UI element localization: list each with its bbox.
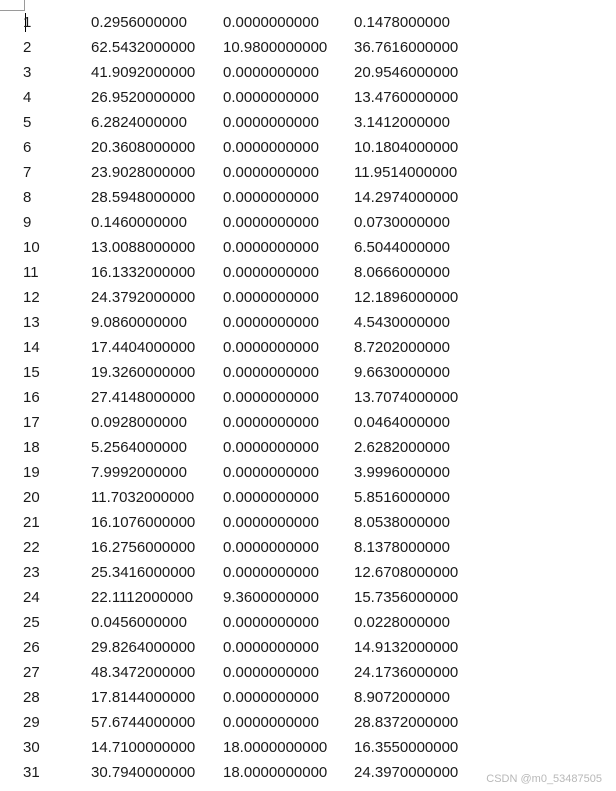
cell-value-c: 14.9132000000 <box>354 639 459 656</box>
cell-value-c: 6.5044000000 <box>354 239 450 256</box>
cell-value-a: 27.4148000000 <box>91 389 196 406</box>
cell-value-a: 25.3416000000 <box>91 564 196 581</box>
cell-value-a: 0.1460000000 <box>91 214 187 231</box>
cell-value-a: 16.1332000000 <box>91 264 196 281</box>
cell-value-b: 0.0000000000 <box>223 264 319 281</box>
table-row <box>23 535 474 560</box>
cell-value-b: 0.0000000000 <box>223 89 319 106</box>
cell-row-index: 5 <box>23 114 32 131</box>
cell-value-a: 28.5948000000 <box>91 189 196 206</box>
cell-row-index: 25 <box>23 614 40 631</box>
cell-row-index: 3 <box>23 64 32 81</box>
table-row <box>23 85 474 110</box>
cell-value-c: 0.0464000000 <box>354 414 450 431</box>
cell-value-c: 20.9546000000 <box>354 64 459 81</box>
cell-row-index: 26 <box>23 639 40 656</box>
cell-row-index: 27 <box>23 664 40 681</box>
table-row <box>23 385 474 410</box>
table-row <box>23 335 474 360</box>
cell-value-a: 16.1076000000 <box>91 514 196 531</box>
cell-value-a: 17.8144000000 <box>91 689 196 706</box>
cell-value-c: 4.5430000000 <box>354 314 450 331</box>
cell-row-index: 30 <box>23 739 40 756</box>
table-row <box>23 260 474 285</box>
cell-value-a: 13.0088000000 <box>91 239 196 256</box>
watermark: CSDN @m0_53487505 <box>486 773 602 785</box>
cell-row-index: 16 <box>23 389 40 406</box>
cell-value-b: 0.0000000000 <box>223 489 319 506</box>
cell-value-a: 41.9092000000 <box>91 64 196 81</box>
cell-value-c: 0.0730000000 <box>354 214 450 231</box>
cell-value-c: 8.0666000000 <box>354 264 450 281</box>
cell-value-a: 6.2824000000 <box>91 114 187 131</box>
cell-row-index: 12 <box>23 289 40 306</box>
table-row <box>23 310 474 335</box>
cell-value-c: 0.0228000000 <box>354 614 450 631</box>
cell-value-b: 18.0000000000 <box>223 739 328 756</box>
cell-row-index: 6 <box>23 139 32 156</box>
cell-value-b: 9.3600000000 <box>223 589 319 606</box>
cell-row-index: 20 <box>23 489 40 506</box>
cell-value-c: 24.3970000000 <box>354 764 459 781</box>
cell-value-b: 0.0000000000 <box>223 14 319 31</box>
cell-row-index: 8 <box>23 189 32 206</box>
cell-value-a: 0.0928000000 <box>91 414 187 431</box>
cell-row-index: 17 <box>23 414 40 431</box>
cell-value-b: 18.0000000000 <box>223 764 328 781</box>
table-row <box>23 710 474 735</box>
cell-value-c: 36.7616000000 <box>354 39 459 56</box>
cell-value-c: 15.7356000000 <box>354 589 459 606</box>
cell-value-a: 29.8264000000 <box>91 639 196 656</box>
table-row <box>23 285 474 310</box>
cell-value-b: 0.0000000000 <box>223 114 319 131</box>
cell-row-index: 29 <box>23 714 40 731</box>
cell-value-b: 0.0000000000 <box>223 464 319 481</box>
cell-value-b: 0.0000000000 <box>223 289 319 306</box>
cell-row-index: 1 <box>23 14 32 31</box>
cell-value-b: 0.0000000000 <box>223 564 319 581</box>
cell-value-b: 0.0000000000 <box>223 689 319 706</box>
cell-row-index: 28 <box>23 689 40 706</box>
table-row <box>23 410 474 435</box>
cell-row-index: 22 <box>23 539 40 556</box>
cell-value-c: 3.1412000000 <box>354 114 450 131</box>
table-row <box>23 660 474 685</box>
cell-row-index: 21 <box>23 514 40 531</box>
table-row <box>23 560 474 585</box>
cell-value-a: 62.5432000000 <box>91 39 196 56</box>
cell-value-a: 26.9520000000 <box>91 89 196 106</box>
cell-row-index: 31 <box>23 764 40 781</box>
cell-value-c: 9.6630000000 <box>354 364 450 381</box>
cell-value-c: 8.0538000000 <box>354 514 450 531</box>
table-row <box>23 435 474 460</box>
cell-value-c: 28.8372000000 <box>354 714 459 731</box>
cell-value-c: 13.4760000000 <box>354 89 459 106</box>
table-row <box>23 685 474 710</box>
cell-value-b: 0.0000000000 <box>223 189 319 206</box>
cell-row-index: 9 <box>23 214 32 231</box>
cell-value-b: 10.9800000000 <box>223 39 328 56</box>
cell-value-a: 30.7940000000 <box>91 764 196 781</box>
table-row <box>23 635 474 660</box>
cell-value-a: 24.3792000000 <box>91 289 196 306</box>
cell-value-b: 0.0000000000 <box>223 714 319 731</box>
cell-value-b: 0.0000000000 <box>223 214 319 231</box>
table-row <box>23 60 474 85</box>
cell-value-b: 0.0000000000 <box>223 139 319 156</box>
cell-row-index: 24 <box>23 589 40 606</box>
cell-value-b: 0.0000000000 <box>223 389 319 406</box>
cell-value-a: 57.6744000000 <box>91 714 196 731</box>
cell-value-c: 8.7202000000 <box>354 339 450 356</box>
cell-row-index: 14 <box>23 339 40 356</box>
cell-value-b: 0.0000000000 <box>223 639 319 656</box>
cell-value-c: 11.9514000000 <box>354 164 458 181</box>
cell-value-a: 19.3260000000 <box>91 364 196 381</box>
table-row <box>23 360 474 385</box>
cell-value-b: 0.0000000000 <box>223 339 319 356</box>
cell-row-index: 7 <box>23 164 32 181</box>
table-row <box>23 110 474 135</box>
cell-value-b: 0.0000000000 <box>223 64 319 81</box>
cell-row-index: 18 <box>23 439 40 456</box>
table-row <box>23 35 474 60</box>
cell-row-index: 13 <box>23 314 40 331</box>
cell-value-b: 0.0000000000 <box>223 239 319 256</box>
cell-value-a: 7.9992000000 <box>91 464 187 481</box>
cell-row-index: 2 <box>23 39 32 56</box>
cell-value-b: 0.0000000000 <box>223 364 319 381</box>
cell-row-index: 10 <box>23 239 40 256</box>
cell-row-index: 23 <box>23 564 40 581</box>
table-row <box>23 235 474 260</box>
table-row <box>23 135 474 160</box>
cell-value-b: 0.0000000000 <box>223 414 319 431</box>
cell-value-c: 16.3550000000 <box>354 739 459 756</box>
page-corner-mark <box>0 0 25 11</box>
table-row <box>23 210 474 235</box>
table-row <box>23 510 474 535</box>
cell-value-b: 0.0000000000 <box>223 514 319 531</box>
cell-value-c: 5.8516000000 <box>354 489 450 506</box>
cell-value-b: 0.0000000000 <box>223 164 319 181</box>
cell-value-c: 12.1896000000 <box>354 289 459 306</box>
cell-value-a: 0.0456000000 <box>91 614 187 631</box>
cell-value-c: 13.7074000000 <box>354 389 459 406</box>
cell-value-a: 16.2756000000 <box>91 539 196 556</box>
cell-value-a: 0.2956000000 <box>91 14 187 31</box>
cell-value-c: 24.1736000000 <box>354 664 459 681</box>
table-row <box>23 485 474 510</box>
cell-row-index: 4 <box>23 89 32 106</box>
cell-value-c: 8.1378000000 <box>354 539 450 556</box>
cell-value-b: 0.0000000000 <box>223 314 319 331</box>
cell-value-c: 14.2974000000 <box>354 189 459 206</box>
cell-value-c: 0.1478000000 <box>354 14 450 31</box>
cell-value-a: 22.1112000000 <box>91 589 194 606</box>
table-row <box>23 160 474 185</box>
cell-value-a: 48.3472000000 <box>91 664 196 681</box>
table-row <box>23 760 474 785</box>
cell-value-a: 17.4404000000 <box>91 339 196 356</box>
cell-value-b: 0.0000000000 <box>223 614 319 631</box>
cell-value-c: 3.9996000000 <box>354 464 450 481</box>
cell-value-b: 0.0000000000 <box>223 539 319 556</box>
cell-value-b: 0.0000000000 <box>223 664 319 681</box>
table-row <box>23 610 474 635</box>
cell-row-index: 11 <box>23 264 39 281</box>
cell-value-c: 2.6282000000 <box>354 439 450 456</box>
cell-value-a: 11.7032000000 <box>91 489 195 506</box>
cell-value-c: 8.9072000000 <box>354 689 450 706</box>
cell-value-a: 9.0860000000 <box>91 314 187 331</box>
table-row <box>23 585 474 610</box>
cell-value-b: 0.0000000000 <box>223 439 319 456</box>
table-row <box>23 460 474 485</box>
cell-value-a: 23.9028000000 <box>91 164 196 181</box>
cell-row-index: 19 <box>23 464 40 481</box>
cell-value-a: 14.7100000000 <box>91 739 196 756</box>
cell-value-a: 5.2564000000 <box>91 439 187 456</box>
cell-value-a: 20.3608000000 <box>91 139 196 156</box>
table-row <box>23 185 474 210</box>
data-table <box>23 10 474 785</box>
cell-row-index: 15 <box>23 364 40 381</box>
cell-value-c: 12.6708000000 <box>354 564 459 581</box>
table-row <box>23 10 474 35</box>
cell-value-c: 10.1804000000 <box>354 139 459 156</box>
table-row <box>23 735 474 760</box>
